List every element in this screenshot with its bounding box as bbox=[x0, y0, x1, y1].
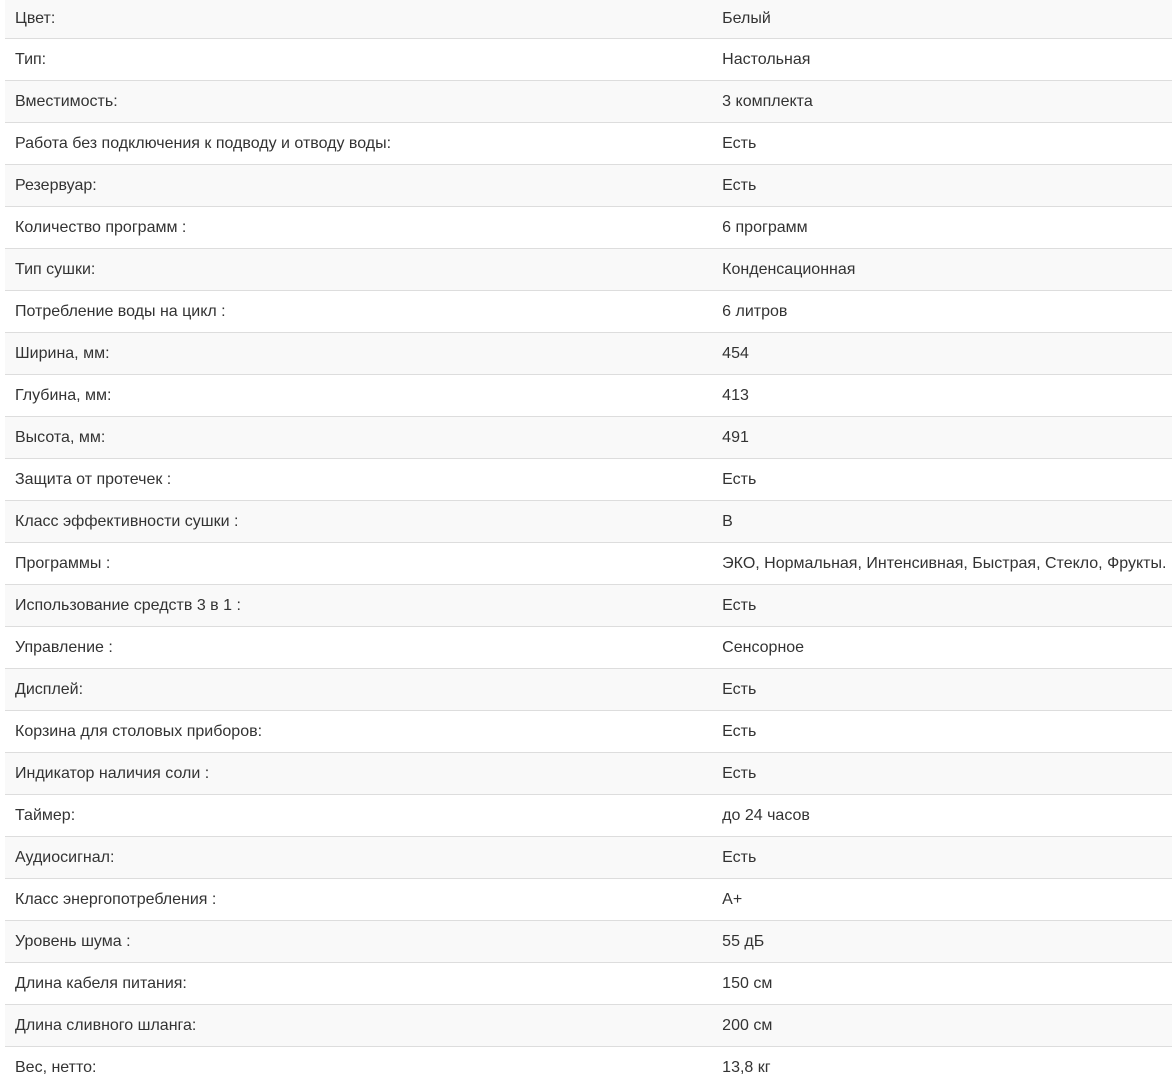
spec-value: Белый bbox=[712, 0, 1172, 39]
spec-value: 13,8 кг bbox=[712, 1047, 1172, 1088]
spec-name: Работа без подключения к подводу и отводу воды: bbox=[5, 123, 712, 165]
spec-name: Количество программ : bbox=[5, 207, 712, 249]
spec-value: 3 комплекта bbox=[712, 81, 1172, 123]
spec-name: Длина сливного шланга: bbox=[5, 1005, 712, 1047]
spec-name: Таймер: bbox=[5, 795, 712, 837]
spec-row bbox=[5, 0, 1172, 39]
spec-value: Есть bbox=[712, 837, 1172, 879]
spec-row bbox=[5, 291, 1172, 333]
spec-name: Аудиосигнал: bbox=[5, 837, 712, 879]
spec-name: Резервуар: bbox=[5, 165, 712, 207]
spec-row bbox=[5, 375, 1172, 417]
spec-name: Высота, мм: bbox=[5, 417, 712, 459]
spec-value: 55 дБ bbox=[712, 921, 1172, 963]
spec-value: Есть bbox=[712, 165, 1172, 207]
spec-row bbox=[5, 207, 1172, 249]
spec-value: Есть bbox=[712, 753, 1172, 795]
spec-name: Длина кабеля питания: bbox=[5, 963, 712, 1005]
spec-row bbox=[5, 795, 1172, 837]
spec-name: Программы : bbox=[5, 543, 712, 585]
spec-value: 454 bbox=[712, 333, 1172, 375]
spec-row bbox=[5, 753, 1172, 795]
spec-name: Индикатор наличия соли : bbox=[5, 753, 712, 795]
spec-name: Цвет: bbox=[5, 0, 712, 39]
spec-value: Есть bbox=[712, 669, 1172, 711]
specs-table-body bbox=[5, 0, 1172, 1088]
spec-value: Сенсорное bbox=[712, 627, 1172, 669]
spec-name: Тип сушки: bbox=[5, 249, 712, 291]
spec-name: Класс энергопотребления : bbox=[5, 879, 712, 921]
spec-row bbox=[5, 165, 1172, 207]
spec-row bbox=[5, 123, 1172, 165]
spec-name: Уровень шума : bbox=[5, 921, 712, 963]
spec-name: Тип: bbox=[5, 39, 712, 81]
spec-name: Корзина для столовых приборов: bbox=[5, 711, 712, 753]
spec-value: B bbox=[712, 501, 1172, 543]
spec-name: Вес, нетто: bbox=[5, 1047, 712, 1088]
spec-value: Конденсационная bbox=[712, 249, 1172, 291]
spec-row bbox=[5, 711, 1172, 753]
spec-name: Глубина, мм: bbox=[5, 375, 712, 417]
spec-row bbox=[5, 1005, 1172, 1047]
spec-row bbox=[5, 627, 1172, 669]
spec-row bbox=[5, 879, 1172, 921]
spec-row bbox=[5, 39, 1172, 81]
spec-value: Есть bbox=[712, 123, 1172, 165]
spec-row bbox=[5, 585, 1172, 627]
spec-row bbox=[5, 837, 1172, 879]
spec-row bbox=[5, 543, 1172, 585]
spec-value: Настольная bbox=[712, 39, 1172, 81]
specs-table bbox=[5, 0, 1172, 1088]
spec-value: Есть bbox=[712, 711, 1172, 753]
spec-row bbox=[5, 1047, 1172, 1088]
spec-row bbox=[5, 249, 1172, 291]
spec-value: 6 литров bbox=[712, 291, 1172, 333]
spec-value: 6 программ bbox=[712, 207, 1172, 249]
spec-row bbox=[5, 963, 1172, 1005]
spec-value: A+ bbox=[712, 879, 1172, 921]
spec-value: ЭКО, Нормальная, Интенсивная, Быстрая, Стекло, Фрукты. bbox=[712, 543, 1172, 585]
spec-name: Защита от протечек : bbox=[5, 459, 712, 501]
spec-name: Ширина, мм: bbox=[5, 333, 712, 375]
spec-value: 491 bbox=[712, 417, 1172, 459]
spec-value: до 24 часов bbox=[712, 795, 1172, 837]
spec-name: Класс эффективности сушки : bbox=[5, 501, 712, 543]
spec-row bbox=[5, 921, 1172, 963]
spec-value: Есть bbox=[712, 585, 1172, 627]
spec-name: Управление : bbox=[5, 627, 712, 669]
spec-row bbox=[5, 669, 1172, 711]
spec-row bbox=[5, 81, 1172, 123]
spec-name: Дисплей: bbox=[5, 669, 712, 711]
spec-value: 200 см bbox=[712, 1005, 1172, 1047]
spec-row bbox=[5, 333, 1172, 375]
spec-row bbox=[5, 417, 1172, 459]
spec-row bbox=[5, 501, 1172, 543]
spec-name: Потребление воды на цикл : bbox=[5, 291, 712, 333]
spec-value: 150 см bbox=[712, 963, 1172, 1005]
spec-name: Использование средств 3 в 1 : bbox=[5, 585, 712, 627]
spec-value: Есть bbox=[712, 459, 1172, 501]
spec-row bbox=[5, 459, 1172, 501]
spec-value: 413 bbox=[712, 375, 1172, 417]
spec-name: Вместимость: bbox=[5, 81, 712, 123]
